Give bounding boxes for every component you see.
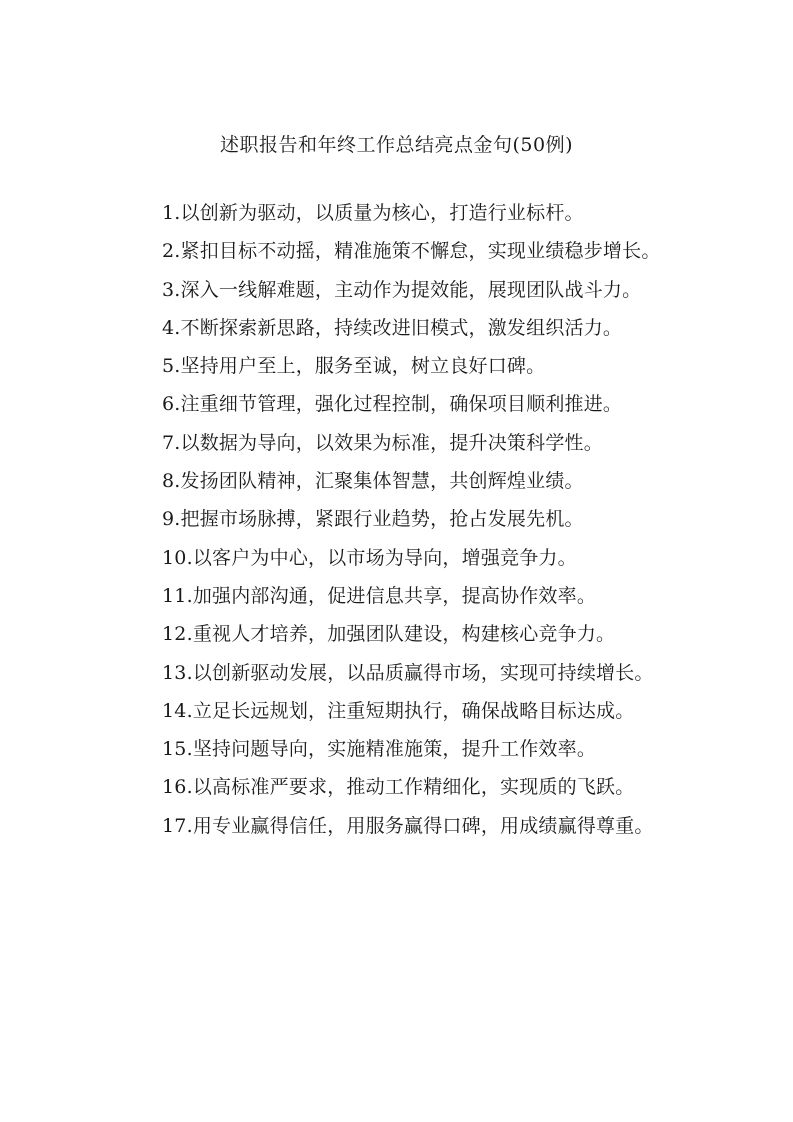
list-item: 4.不断探索新思路，持续改进旧模式，激发组织活力。 [162, 316, 623, 339]
list-item: 7.以数据为导向，以效果为标准，提升决策科学性。 [162, 431, 603, 454]
list-item: 11.加强内部沟通，促进信息共享，提高协作效率。 [162, 584, 597, 607]
list-item: 1.以创新为驱动，以质量为核心，打造行业标杆。 [162, 202, 584, 224]
list-item: 5.坚持用户至上，服务至诚，树立良好口碑。 [162, 355, 546, 378]
list-item: 16.以高标准严要求，推动工作精细化，实现质的飞跃。 [162, 776, 635, 799]
list-item: 8.发扬团队精神，汇聚集体智慧，共创辉煌业绩。 [162, 470, 584, 493]
list-item: 3.深入一线解难题，主动作为提效能，展现团队战斗力。 [162, 278, 642, 301]
document-title: 述职报告和年终工作总结亮点金句(50例) [219, 134, 573, 156]
list-item: 13.以创新驱动发展，以品质赢得市场，实现可持续增长。 [162, 661, 654, 684]
list-item: 6.注重细节管理，强化过程控制，确保项目顺利推进。 [162, 393, 623, 416]
list-item: 2.紧扣目标不动摇，精准施策不懈怠，实现业绩稳步增长。 [162, 240, 661, 263]
list-item: 15.坚持问题导向，实施精准施策，提升工作效率。 [162, 738, 597, 761]
list-item: 17.用专业赢得信任，用服务赢得口碑，用成绩赢得尊重。 [162, 814, 654, 837]
list-item: 10.以客户为中心，以市场为导向，增强竞争力。 [162, 546, 577, 569]
list-item: 12.重视人才培养，加强团队建设，构建核心竞争力。 [162, 623, 616, 646]
list-item: 9.把握市场脉搏，紧跟行业趋势，抢占发展先机。 [162, 508, 584, 531]
quote-list [118, 194, 674, 845]
list-item: 14.立足长远规划，注重短期执行，确保战略目标达成。 [162, 699, 635, 722]
